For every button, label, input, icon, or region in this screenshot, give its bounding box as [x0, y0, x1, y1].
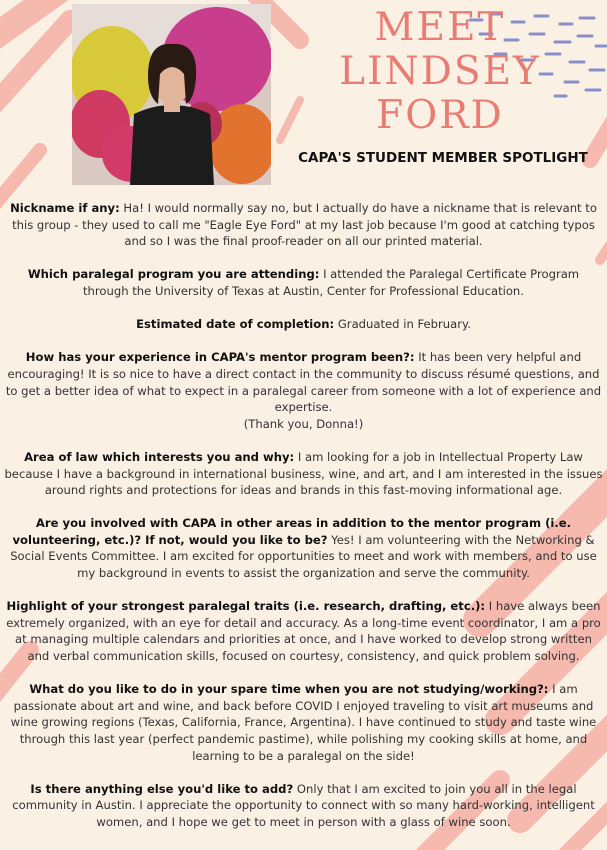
question: Highlight of your strongest paralegal traits (i.e. research, drafting, etc.): — [6, 599, 486, 614]
answer: Graduated in February. — [337, 317, 471, 332]
answer: I attended the Paralegal Certificate Program through the University of Texas at Austin, Center for Professional Education. — [83, 267, 580, 298]
qa-item — [4, 515, 603, 581]
answer: Ha! I would normally say no, but I actually do have a nickname that is relevant to this group - they used to call me "Eagle Eye Ford" at my last job because I'm good at catching typos and so I was the final proof-reader on all our printed material. — [12, 201, 597, 249]
title-line: LINDSEY — [339, 49, 541, 94]
answer: Only that I am excited to join you all in the legal community in Austin. I appreciate the opportunity to connect with so many hard-working, intelligent women, and I hope we get to meet in person with a glass of wine soon. — [12, 781, 595, 829]
qa-item — [4, 349, 603, 432]
page-subtitle: CAPA'S STUDENT MEMBER SPOTLIGHT — [298, 150, 588, 166]
question: Are you involved with CAPA in other areas in addition to the mentor program (i.e. volunteering, etc.)? If not, would you like to be? — [12, 516, 572, 547]
question: Is there anything else you'd like to add? — [30, 781, 294, 796]
answer-note: (Thank you, Donna!) — [243, 416, 364, 431]
title-line: MEET — [374, 5, 506, 50]
question: Estimated date of completion: — [136, 317, 335, 332]
question: Nickname if any: — [10, 201, 120, 215]
qa-item — [4, 598, 603, 664]
question: Area of law which interests you and why: — [24, 449, 295, 464]
answer: I am looking for a job in Intellectual Property Law because I have a background in international business, wine, and art, and I am interested in the issues around rights and protections for ideas and brands in this fast-moving informational age. — [4, 449, 603, 498]
answer: I have always been extremely organized, with an eye for detail and accuracy. As a long-time event coordinator, I am a pro at managing multiple calendars and priorities at once, and I have worked to develop strong written and verbal communication skills, focused on courtesy, consistency, and quick problem solving. — [6, 599, 601, 664]
answer: Yes! I am volunteering with the Networking & Social Events Committee. I am excited for opportunities to meet and work with members, and to use my background in events to assist the organization and serve the community. — [10, 532, 597, 581]
answer: I am passionate about art and wine, and back before COVID I enjoyed traveling to visit art museums and wine growing regions (Texas, California, France, Argentina). I have continued to study and taste wine through this last year (perfect pandemic pastime), while polishing my cooking skills at home, and learning to be a paralegal on the side! — [10, 682, 597, 763]
question: Which paralegal program you are attending: — [27, 267, 320, 282]
qa-item — [4, 266, 603, 299]
profile-photo — [72, 4, 271, 185]
qa-item — [4, 681, 603, 764]
qa-item — [4, 200, 603, 250]
question: What do you like to do in your spare time when you are not studying/working?: — [29, 682, 549, 697]
question: How has your experience in CAPA's mentor program been?: — [25, 350, 415, 365]
qa-item — [4, 781, 603, 831]
title-line: FORD — [376, 93, 504, 138]
qa-item — [4, 449, 603, 499]
interview-section — [4, 200, 603, 847]
answer: It has been very helpful and encouraging! It is so nice to have a direct contact in the community to discuss résumé questions, and to get a better idea of what to expect in a paralegal career from someone with a lot of experience and expertise. — [5, 350, 602, 415]
page-title — [290, 6, 590, 138]
qa-item — [4, 316, 603, 333]
